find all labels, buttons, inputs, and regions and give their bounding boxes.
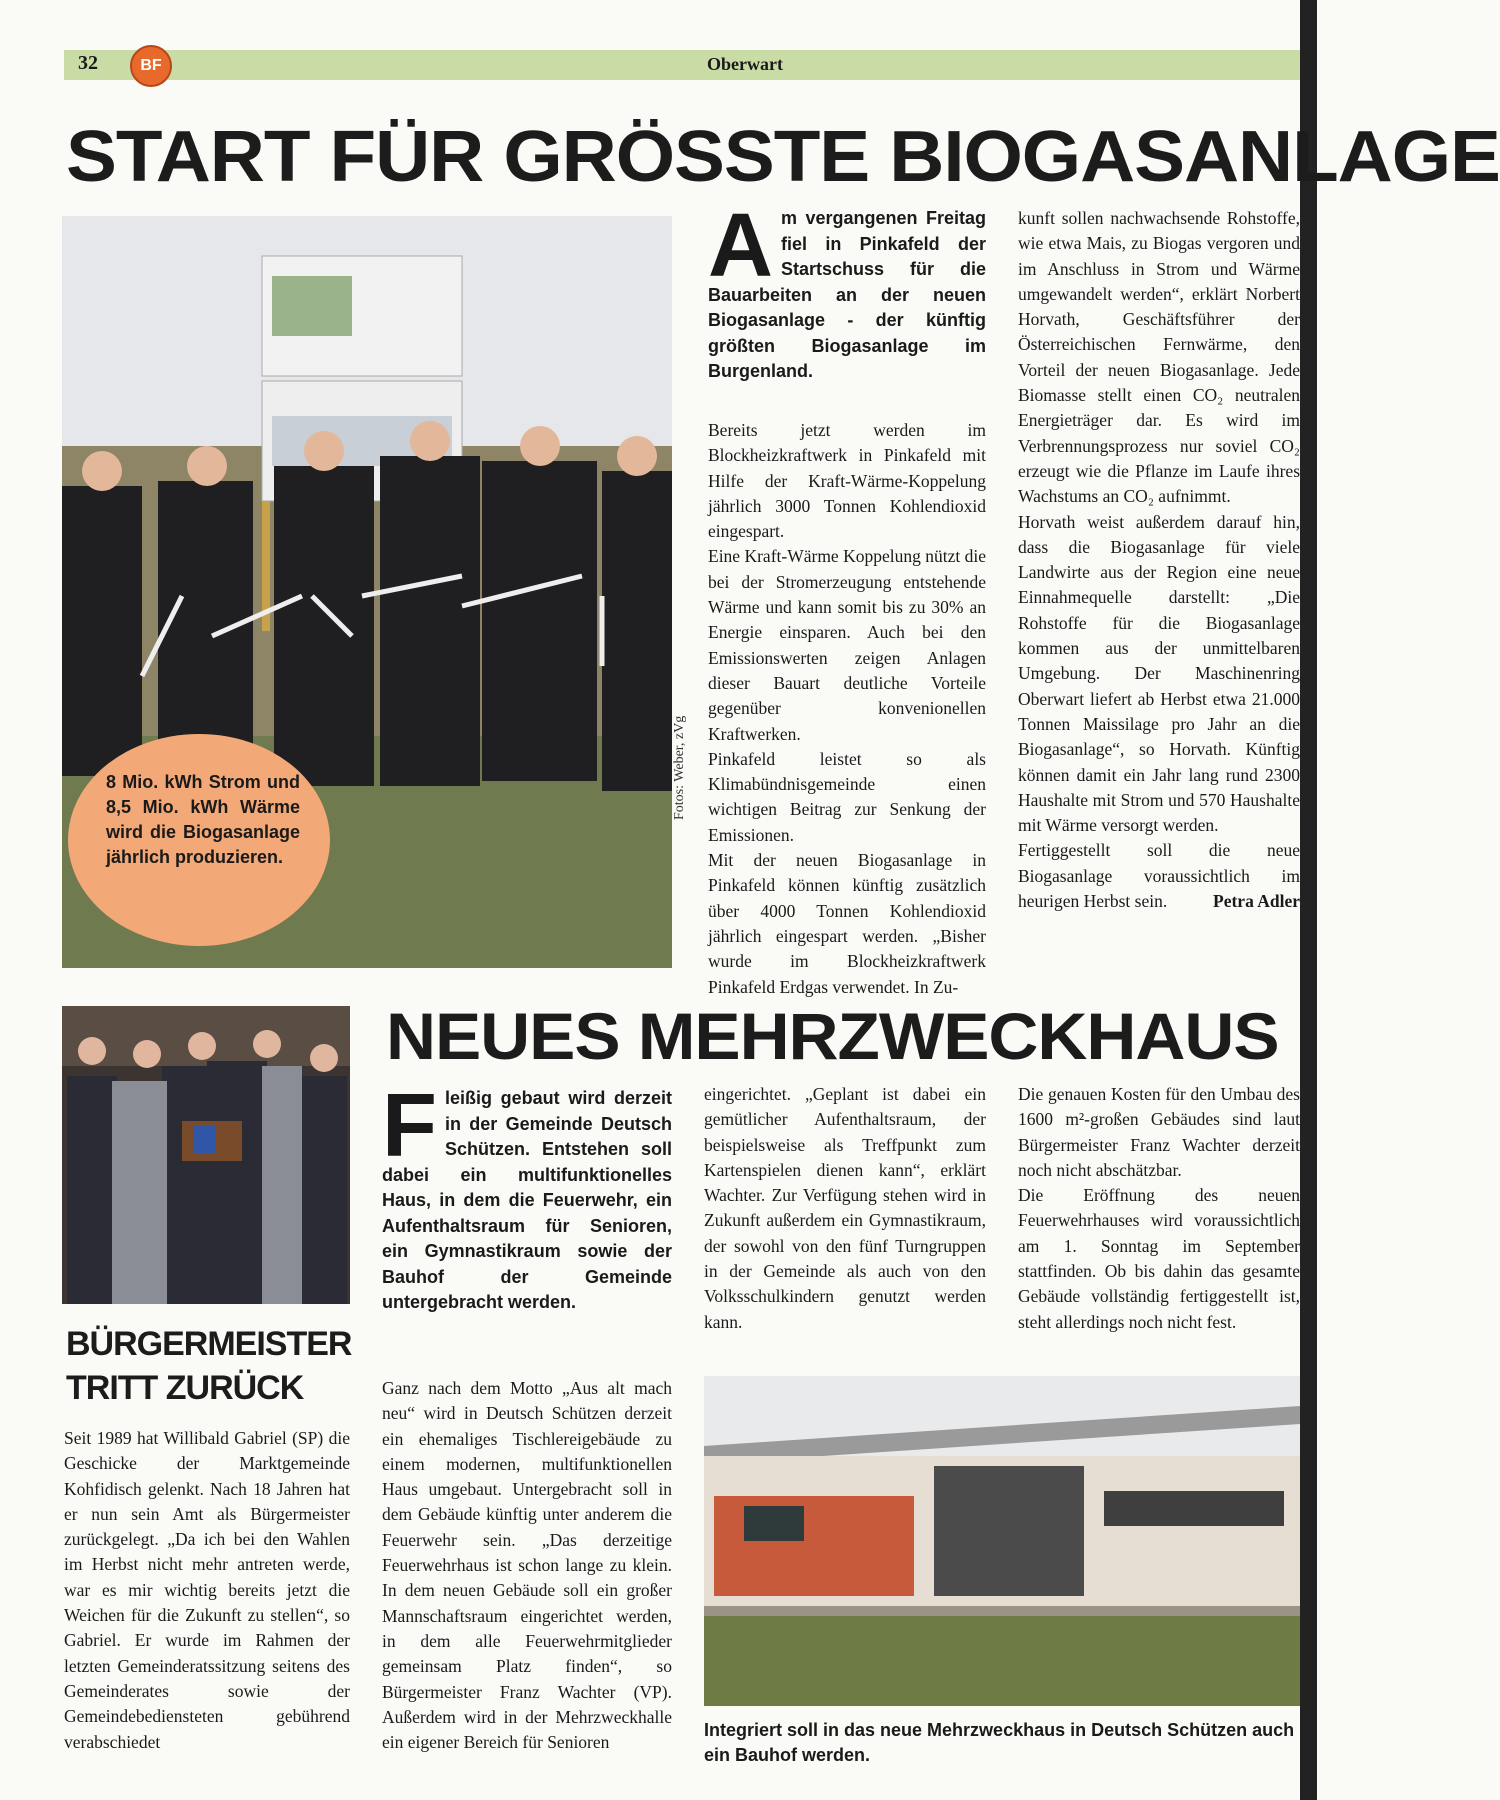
article1-column-2 xyxy=(1018,206,1300,915)
photo-credit: Fotos: Weber, zVg xyxy=(672,715,687,820)
article1-column-1 xyxy=(708,418,986,1000)
article3-headline-line: BÜRGERMEISTER xyxy=(66,1325,352,1363)
article1-lead xyxy=(708,196,986,385)
building-photo-caption: Integriert soll in das neue Mehrzweckhaus in Deutsch Schützen auch ein Bauhof werden. xyxy=(704,1720,1295,1765)
article2-column-3 xyxy=(1018,1082,1300,1335)
article3-headline-line: TRITT ZURÜCK xyxy=(66,1369,304,1407)
article2-paragraph: Die genauen Kosten für den Umbau des 1600 m²-großen Gebäudes sind laut Bürgermeister Franz Wachter derzeit noch nicht abschätzbar. xyxy=(1018,1084,1300,1180)
page-number: 32 xyxy=(78,52,98,74)
article2-dropcap: F xyxy=(382,1076,437,1176)
mayor-farewell-photo xyxy=(62,1006,350,1304)
article2-lead-text: leißig gebaut wird derzeit in der Gemeinde Deutsch Schützen. Entstehen soll dabei ein multifunktionelles Haus, in dem die Feuerwehr, ein Aufenthaltsraum für Senioren, ein Gymnastikraum sowie der Bauhof der Gemeinde untergebracht werden. xyxy=(382,1088,672,1312)
article1-paragraph: Fertiggestellt soll die neue Biogasanlage voraussichtlich im heurigen Herbst sein. xyxy=(1018,840,1300,912)
article1-paragraph: Pinkafeld leistet so als Klimabündnisgemeinde einen wichtigen Beitrag zur Senkung der Emissionen. xyxy=(708,748,986,845)
article1-paragraph: Eine Kraft-Wärme Koppelung nützt die bei der Stromerzeugung entstehende Wärme und kann somit bis zu 30% an Energie einsparen. Auch bei den Emissionswerten zeigen Anlagen dieser Bauart deutliche Vorteile gegenüber konvenionellen Kraftwerken. xyxy=(708,546,986,744)
article2-column-2: eingerichtet. „Geplant ist dabei ein gemütlicher Aufenthaltsraum, der beispielsweise als Treffpunkt zum Kartenspielen dienen kann“, erklärt Wachter. Zur Verfügung stehen wird in Zukunft außerdem ein Gymnastikraum, der sowohl von den fünf Turngruppen in der Gemeinde als auch von den Volksschulkindern genutzt werden kann. xyxy=(704,1084,986,1332)
article1-headline: START FÜR GRÖSSTE BIOGASANLAGE xyxy=(66,117,1500,197)
article3-body: Seit 1989 hat Willibald Gabriel (SP) die Geschicke der Marktgemeinde Kohfidisch gelenkt. Nach 18 Jahren hat er nun sein Amt als Bürgermeister zurückgelegt. „Da ich bei den Wahlen im Herbst nicht mehr antreten werde, war es mir wichtig bereits jetzt die Weichen für die Zukunft zu stellen“, so Gabriel. Er wurde im Rahmen der letzten Gemeinderatssitzung seitens des Gemeinderates sowie der Gemeindebediensteten gebührend verabschiedet xyxy=(64,1428,350,1752)
article1-author: Petra Adler xyxy=(1213,891,1300,912)
article1-lead-text: m vergangenen Freitag fiel in Pinkafeld der Startschuss für die Bauarbeiten an der neuen Biogasanlage - der künftig größten Biogasanlage im Burgenland. xyxy=(708,208,986,381)
mehrzweckhaus-building-photo xyxy=(704,1376,1300,1706)
article1-paragraph: Horvath weist außerdem darauf hin, dass die Biogasanlage für viele Landwirte aus der Region eine neue Einnahmequelle darstellt: „Die Rohstoffe für die Biogasanlage kommen aus der unmittelbaren Umgebung. Der Maschinenring Oberwart liefert ab Herbst etwa 21.000 Tonnen Maissilage pro Jahr an die Biogasanlage“, so Horvath. Künftig können damit ein Jahr lang rund 2300 Haushalte mit Strom und 570 Haushalte mit Wärme versorgt werden. xyxy=(1018,511,1300,836)
article1-paragraph: kunft sollen nachwachsende Rohstoffe, wie etwa Mais, zu Biogas vergoren und im Anschluss in Strom und Wärme umgewandelt werden“, erklärt Norbert Horvath, Geschäftsführer der Österreichischen Fernwärme, den Vorteil der neuen Biogasanlage. Jede Biomasse stellt einen CO₂ neutralen Energieträger dar. Es wird im Verbrennungsprozess nur soviel CO₂ erzeugt wie die Pflanze im Laufe ihres Wachstums an CO₂ aufnimmt. xyxy=(1018,208,1300,507)
section-title: Oberwart xyxy=(707,54,783,74)
article2-headline: NEUES MEHRZWECKHAUS xyxy=(386,999,1279,1073)
article2-paragraph: Die Eröffnung des neuen Feuerwehrhauses wird voraussichtlich am 1. Sonntag im September stattfinden. Ob bis dahin das gesamte Gebäude vollständig fertiggestellt ist, steht allerdings noch nicht fest. xyxy=(1018,1185,1300,1332)
article2-lead xyxy=(382,1076,672,1316)
scan-edge xyxy=(1300,0,1317,1800)
article1-dropcap: A xyxy=(708,196,773,296)
article1-paragraph: Bereits jetzt werden im Blockheizkraftwerk in Pinkafeld mit Hilfe der Kraft-Wärme-Koppelung jährlich 3000 Tonnen Kohlendioxid eingespart. xyxy=(708,420,986,542)
stats-callout-text: 8 Mio. kWh Strom und 8,5 Mio. kWh Wärme wird die Biogasanlage jährlich produzieren. xyxy=(106,772,300,867)
article3-headline xyxy=(66,1322,351,1410)
article2-column-1: Ganz nach dem Motto „Aus alt mach neu“ wird in Deutsch Schützen derzeit ein ehemaliges Tischlereigebäude zu einem modernen, multifunktionellen Haus umgebaut. Untergebracht soll in dem Gebäude künftig unter anderem die Feuerwehr sein. „Das derzeitige Feuerwehrhaus ist schon lange zu klein. In dem neuen Gebäude soll ein großer Mannschaftsraum eingerichtet werden, in dem alle Feuerwehrmitglieder gemeinsam Platz finden“, so Bürgermeister Franz Wachter (VP). Außerdem wird in der Mehrzweckhalle ein eigener Bereich für Senioren xyxy=(382,1378,672,1753)
publication-logo: BF xyxy=(130,45,172,87)
article1-paragraph: Mit der neuen Biogasanlage in Pinkafeld können künftig zusätzlich über 4000 Tonnen Kohlendioxid jährlich eingespart werden. „Bisher wurde im Blockheizkraftwerk Pinkafeld Erdgas verwendet. In Zu- xyxy=(708,850,986,997)
